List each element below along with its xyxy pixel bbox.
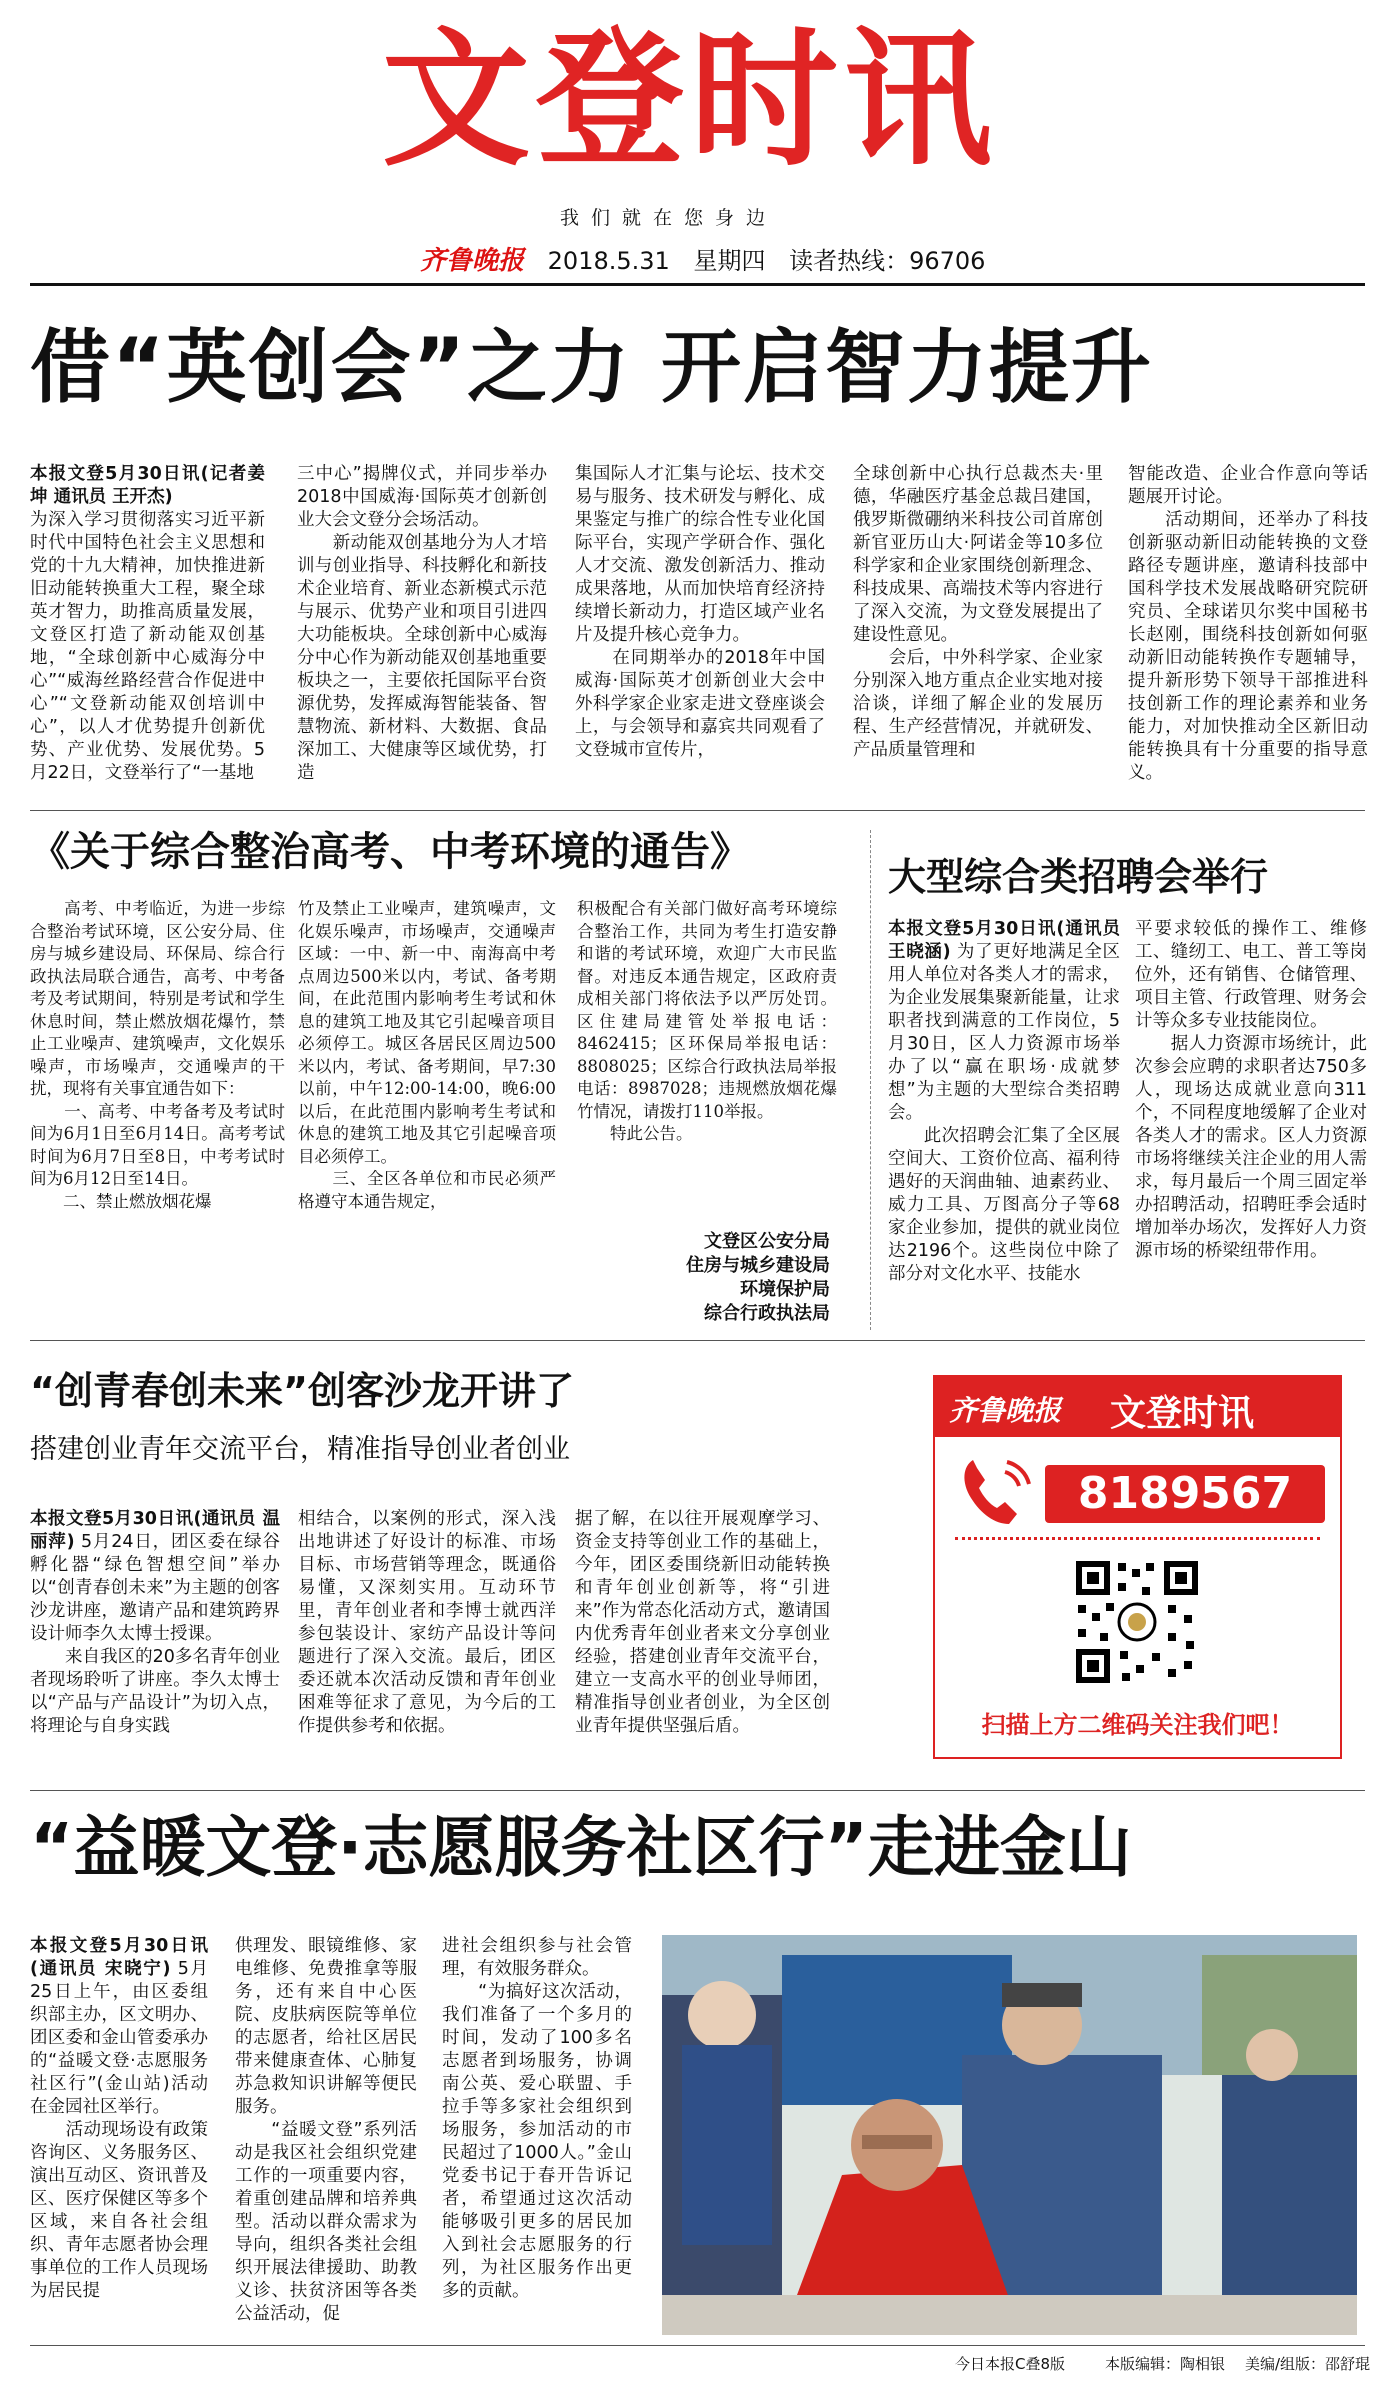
section-divider-3 [30,1790,1365,1791]
ad-call-to-action: 扫描上方二维码关注我们吧！ [981,1711,1294,1739]
article1-col5: 智能改造、企业合作意向等话题展开讨论。 活动期间，还举办了科技创新驱动新旧动能转换的文登路径专题讲座，邀请科技部中国科学技术发展战略研究院研究员、全球诺贝尔奖中国秘书长赵刚，围绕科技创新如何驱动新旧动能转换作专题辅导，提升新形势下领导干部推进科技创新工作的理论素养和业务能力，对加快推动全区新旧动能转换具有十分重要的指导意义。 [1128,464,1368,783]
masthead-brandline [420,240,1001,277]
notice-col3: 积极配合有关部门做好高考环境综合整治工作，共同为考生打造安静和谐的考试环境，欢迎广大市民监督。对违反本通告规定，区政府责成相关部门将依法予以严厉处罚。区住建局建管处举报电话：8462415；区环保局举报电话：8808025；区综合行政执法局举报电话：8987028；违规燃放烟花爆竹情况，请拨打110举报。 特此公告。 [577,899,837,1143]
subscribe-ad [933,1375,1342,1759]
ad-header [935,1377,1340,1437]
salon-col3: 据了解，在以往开展观摩学习、资金支持等创业工作的基础上，今年，团区委围绕新旧动能转换和青年创业创新等，将“引进来”作为常态化活动方式，邀请国内优秀青年创业者来文分享创业经验，搭建创业青年交流平台，建立一支高水平的创业导师团，精准指导创业者创业，为全区创业青年提供坚强后盾。 [575,1509,830,1736]
volunteer-photo [662,1935,1357,2335]
jobfair-col2: 平要求较低的操作工、维修工、缝纫工、电工、普工等岗位外，还有销售、仓储管理、项目主管、行政管理、财务会计等众多专业技能岗位。 据人力资源市场统计，此次参会应聘的求职者达750多人，现场达成就业意向311个，不同程度地缓解了企业对各类人才的需求。区人力资源市场将继续关注企业的用人需求，每月最后一个周三固定举办招聘活动，招聘旺季会适时增加举办场次，发挥好人力资源市场的桥梁纽带作用。 [1135,919,1367,1261]
volunteer-headline: “益暖文登·志愿服务社区行”走进金山 [30,1809,1132,1886]
footer-rule [30,2345,1365,2346]
footer-editor: 本版编辑：陶相银 [1105,2355,1226,2373]
volunteer-col2: 供理发、眼镜维修、家电维修、免费推拿等服务，还有来自中心医院、皮肤病医院等单位的志愿者，给社区居民带来健康查体、心肺复苏急救知识讲解等便民服务。 “益暖文登”系列活动是我区社会组织党建工作的一项重要内容，着重创建品牌和培养典型。活动以群众需求为导向，组织各类社会组织开展法律援助、助教义诊、扶贫济困等各类公益活动，促 [235,1936,417,2324]
ad-brand: 齐鲁晚报 [949,1394,1062,1427]
article1-col1 [30,463,265,798]
notice-signatures [640,1230,830,1326]
article1-col4: 全球创新中心执行总裁杰夫·里德，华融医疗基金总裁吕建国，俄罗斯微硼纳米科技公司首席创新官亚历山大·阿诺金等10多位科学家和企业家围绕创新理念、科技成果、高端技术等内容进行了深入交流，为文登发展提出了建设性意见。 会后，中外科学家、企业家分别深入地方重点企业实地对接洽谈，详细了解企业的发展历程、生产经营情况，并就研发、产品质量管理和 [853,464,1103,760]
ad-phone-number: 8189567 [1045,1465,1325,1523]
salon-byline: 本报文登5月30日讯(通讯员 温丽萍) [30,1509,280,1552]
masthead-slogan: 我们就在您身边 [560,207,778,229]
notice-col1: 高考、中考临近，为进一步综合整治考试环境，区公安分局、住房与城乡建设局、环保局、综合行政执法局联合通告，高考、中考备考及考试期间，特别是考试和学生休息时间，禁止燃放烟花爆竹，禁止工业噪声、建筑噪声，文化娱乐噪声，市场噪声，交通噪声的干扰，现将有关事宜通告如下： 一、高考、中考备考及考试时间为6月1日至6月14日。高考考试时间为6月7日至8日，中考考试时间为6月12日至14日。 二、禁止燃放烟花爆 [30,899,285,1211]
masthead-rule [30,283,1365,286]
signature-police: 文登区公安分局 [704,1231,830,1252]
jobfair-headline: 大型综合类招聘会举行 [888,855,1269,899]
footer-cross-ref: 今日本报C叠8版 [955,2355,1066,2373]
volunteer-col3: 进社会组织参与社会管理，有效服务群众。 “为搞好这次活动，我们准备了一个多月的时间，发动了100多名志愿者到场服务，协调南公英、爱心联盟、手拉手等多家社会组织到场服务，参加活动的市民超过了1000人。”金山党委书记于春开告诉记者，希望通过这次活动能够吸引更多的居民加入到社会志愿服务的行列，为社区服务作出更多的贡献。 [442,1936,632,2301]
footer-designer: 美编/组版：邵舒琨 [1245,2355,1371,2373]
salon-subhead: 搭建创业青年交流平台，精准指导创业者创业 [30,1434,570,1465]
jobfair-byline: 本报文登5月30日讯(通讯员 王晓涵) [888,919,1120,962]
column-divider-jobfair [870,830,871,1330]
jobfair-col1 [888,918,1120,1328]
notice-headline: 《关于综合整治高考、中考环境的通告》 [30,829,750,875]
reader-hotline: 读者热线：96706 [789,247,986,275]
section-divider-1 [30,810,1365,811]
salon-col1 [30,1508,280,1778]
masthead-title: 文登时讯 [382,14,998,186]
brand-logo: 齐鲁晚报 [420,246,525,276]
signature-housing: 住房与城乡建设局 [686,1255,830,1276]
volunteer-byline: 本报文登5月30日讯(通讯员 宋晓宁) [30,1936,208,1979]
phone-icon [955,1452,1035,1532]
salon-headline: “创青春创未来”创客沙龙开讲了 [30,1369,574,1413]
signature-enforcement: 综合行政执法局 [704,1303,830,1324]
article1-byline: 本报文登5月30日讯(记者姜坤 通讯员 王开杰) [30,464,265,507]
qr-code[interactable] [1072,1557,1202,1687]
issue-date: 2018.5.31 [547,247,670,275]
ad-dotted-line [955,1537,1320,1548]
volunteer-col1-text: 5月25日上午，由区委组织部主办，区文明办、团区委和金山管委承办的“益暖文登·志愿服务社区行”(金山站)活动在金园社区举行。 活动现场设有政策咨询区、义务服务区、演出互动区、资讯普及区、医疗保健区等多个区域，来自各社会组织、青年志愿者协会理事单位的工作人员现场为居民提 [30,1959,208,2301]
signature-environment: 环境保护局 [740,1279,830,1300]
salon-col2: 相结合，以案例的形式，深入浅出地讲述了好设计的标准、市场目标、市场营销等理念，既通俗易懂，又深刻实用。互动环节里，青年创业者和李博士就西洋参包装设计、家纺产品设计等问题进行了深入交流。最后，团区委还就本次活动反馈和青年创业困难等征求了意见，为今后的工作提供参考和依据。 [298,1509,556,1736]
volunteer-col1 [30,1935,208,2335]
notice-col2: 竹及禁止工业噪声，建筑噪声，文化娱乐噪声，市场噪声，交通噪声区域：一中、新一中、南海高中考点周边500米以内，考试、备考期间，在此范围内影响考生考试和休息的建筑工地及其它引起噪音项目必须停工。城区各居民区周边500米以内，考试、备考期间，早7:30以前，中午12:00-14:00，晚6:00以后，在此范围内影响考生考试和休息的建筑工地及其它引起噪音项目必须停工。 三、全区各单位和市民必须严格遵守本通告规定， [298,899,556,1211]
salon-col1-text: 5月24日，团区委在绿谷孵化器“绿色智想空间”举办以“创青春创未来”为主题的创客沙龙讲座，邀请产品和建筑跨界设计师李久太博士授课。 来自我区的20多名青年创业者现场聆听了讲座。李久太博士以“产品与产品设计”为切入点，将理论与自身实践 [30,1532,280,1736]
ad-title: 文登时讯 [1110,1393,1255,1434]
article1-col1-text: 为深入学习贯彻落实习近平新时代中国特色社会主义思想和党的十九大精神，加快推进新旧动能转换重大工程，聚全球英才智力，助推高质量发展，文登区打造了新动能双创基地，“全球创新中心威海分中心”“威海丝路经营合作促进中心”“文登新动能双创培训中心”，以人才优势提升创新优势、产业优势、发展优势。5月22日，文登举行了“一基地 [30,510,265,783]
jobfair-col1-text: 为了更好地满足全区用人单位对各类人才的需求，为企业发展集聚新能量，让求职者找到满意的工作岗位，5月30日，区人力资源市场举办了以“赢在职场·成就梦想”为主题的大型综合类招聘会。 此次招聘会汇集了全区展空间大、工资价位高、福利待遇好的天润曲轴、迪素药业、威力工具、万图高分子等68家企业参加，提供的就业岗位达2196个。这些岗位中除了部分对文化水平、技能水 [888,942,1120,1284]
article1-col2: 三中心”揭牌仪式，并同步举办2018中国威海·国际英才创新创业大会文登分会场活动。 新动能双创基地分为人才培训与创业指导、科技孵化和新技术企业培育、新业态新模式示范与展示、优势产业和项目引进四大功能板块。全球创新中心威海分中心作为新动能双创基地重要板块之一，主要依托国际平台资源优势，发挥威海智能装备、智慧物流、新材料、大数据、食品深加工、大健康等区域优势，打造 [297,464,547,783]
article1-col3: 集国际人才汇集与论坛、技术交易与服务、技术研发与孵化、成果鉴定与推广的综合性专业化国际平台，实现产学研合作、强化人才交流、激发创新活力、推动成果落地，从而加快培育经济持续增长新动力，打造区域产业名片及提升核心竞争力。 在同期举办的2018年中国威海·国际英才创新创业大会中外科学家企业家走进文登座谈会上，与会领导和嘉宾共同观看了文登城市宣传片， [575,464,825,760]
article1-headline: 借“英创会”之力 开启智力提升 [30,321,1154,414]
section-divider-2 [30,1340,1365,1341]
issue-weekday: 星期四 [693,247,766,275]
